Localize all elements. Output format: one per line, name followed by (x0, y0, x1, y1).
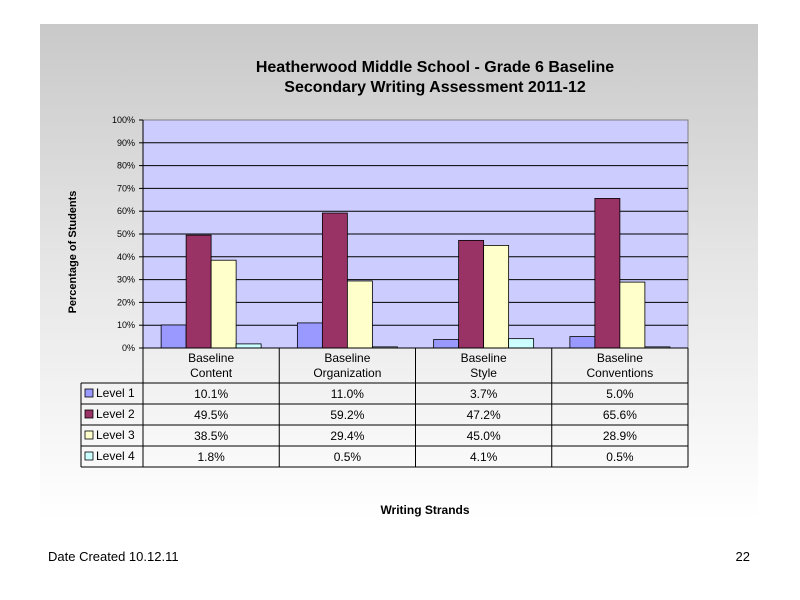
y-tick-label: 60% (116, 206, 135, 217)
y-tick-label: 20% (116, 297, 135, 308)
bar-level-2 (186, 235, 211, 348)
bar-level-1 (161, 325, 186, 348)
legend-label: Level 3 (96, 428, 135, 442)
bar-level-2 (595, 198, 620, 348)
y-tick-label: 70% (116, 183, 135, 194)
bar-level-4 (236, 344, 261, 348)
data-label: 49.5% (194, 408, 229, 422)
bar-level-3 (484, 245, 509, 348)
data-label: 0.5% (606, 450, 634, 464)
data-label: 47.2% (466, 408, 501, 422)
chart-title-line-2: Secondary Writing Assessment 2011-12 (284, 79, 586, 96)
y-tick-label: 80% (116, 160, 135, 171)
data-label: 0.5% (333, 450, 362, 464)
x-category-label: Style (470, 366, 497, 380)
legend-label: Level 2 (96, 407, 135, 421)
date-created: Date Created 10.12.11 (48, 549, 179, 564)
x-category-label: Baseline (596, 351, 643, 365)
bar-level-2 (322, 213, 347, 348)
data-label: 3.7% (469, 387, 498, 401)
bar-level-4 (509, 339, 534, 348)
bar-level-1 (297, 323, 322, 348)
x-category-label: Organization (313, 366, 382, 380)
data-label: 4.1% (469, 450, 498, 464)
y-axis-label-text: Percentage of Students (67, 190, 79, 314)
x-category-label: Conventions (586, 366, 654, 380)
y-tick-label: 10% (116, 320, 135, 331)
data-label: 28.9% (602, 429, 637, 443)
data-label: 38.5% (194, 429, 229, 443)
legend-key-level-3 (85, 431, 93, 439)
data-label: 11.0% (330, 387, 364, 401)
legend-key-level-1 (85, 389, 93, 397)
bar-level-3 (620, 282, 645, 348)
legend-label: Level 1 (96, 386, 135, 400)
bar-level-3 (347, 281, 372, 348)
y-tick-label: 30% (116, 274, 135, 285)
data-label: 5.0% (606, 387, 634, 401)
data-label: 65.6% (602, 408, 637, 422)
bar-level-3 (211, 260, 236, 348)
data-label: 59.2% (330, 408, 365, 422)
bar-level-1 (434, 340, 459, 348)
bar-level-1 (570, 337, 595, 348)
legend-label: Level 4 (96, 449, 135, 463)
data-label: 45.0% (466, 429, 501, 443)
y-tick-label: 100% (111, 115, 135, 125)
y-tick-label: 40% (116, 251, 135, 262)
x-category-label: Content (190, 366, 233, 380)
x-category-label: Baseline (324, 351, 371, 365)
page-number: 22 (735, 549, 750, 564)
y-tick-label: 50% (116, 229, 135, 239)
data-label: 1.8% (197, 450, 225, 464)
x-axis-label: Writing Strands (380, 503, 470, 517)
bar-level-2 (459, 240, 484, 348)
x-category-label: Baseline (188, 351, 235, 365)
legend-key-level-4 (85, 452, 93, 460)
y-tick-label: 0% (121, 343, 135, 353)
legend-key-level-2 (85, 410, 93, 418)
data-label: 10.1% (194, 387, 229, 401)
data-label: 29.4% (330, 429, 365, 443)
x-category-label: Baseline (460, 351, 507, 365)
y-tick-label: 90% (116, 137, 135, 148)
chart-title-line-1: Heatherwood Middle School - Grade 6 Baseline (255, 59, 615, 76)
